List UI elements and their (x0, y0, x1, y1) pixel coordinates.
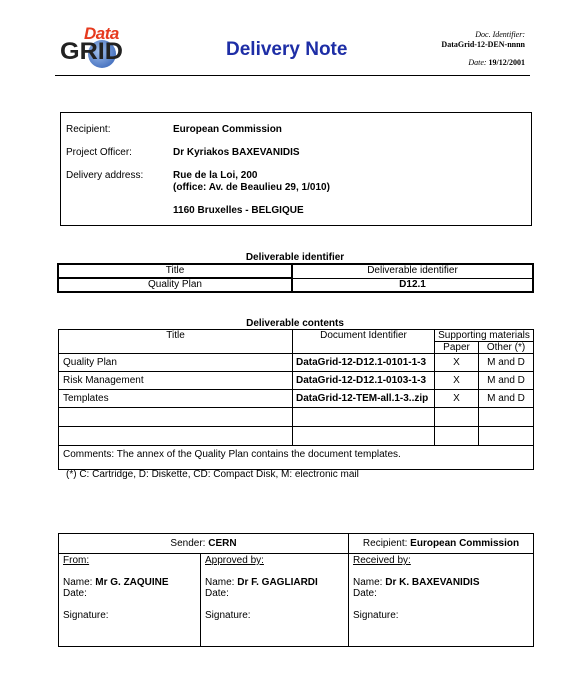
header-divider (55, 75, 530, 76)
row-other: M and D (479, 390, 534, 408)
contents-col-paper: Paper (435, 342, 479, 354)
doc-identifier-value: DataGrid-12-DEN-nnnn (441, 40, 525, 49)
logo-data-text: Data (84, 24, 119, 43)
project-officer-label: Project Officer: (66, 147, 132, 158)
received-label: Received by: (353, 555, 411, 566)
signoff-table (58, 533, 534, 647)
document-date (468, 58, 525, 67)
row-doc-id: DataGrid-12-D12.1-0103-1-3 (293, 372, 435, 390)
doc-identifier-label: Doc. Identifier: (475, 30, 525, 39)
row-title: Risk Management (59, 372, 293, 390)
from-signature-label: Signature: (63, 610, 109, 621)
table-row-empty (59, 427, 534, 446)
table-row-empty (59, 408, 534, 427)
table-row (59, 372, 534, 390)
project-officer-value: Dr Kyriakos BAXEVANIDIS (173, 147, 300, 158)
deliverable-contents-heading: Deliverable contents (246, 318, 344, 329)
deliverable-identifier-table (57, 263, 534, 293)
from-name: Mr G. ZAQUINE (95, 577, 169, 588)
from-name-label: Name: (63, 577, 96, 588)
row-title: Templates (59, 390, 293, 408)
from-cell (59, 554, 201, 647)
signoff-recipient-label: Recipient: (362, 538, 411, 549)
table-row (59, 354, 534, 372)
recipient-cell (349, 534, 534, 554)
contents-col-other: Other (*) (479, 342, 534, 354)
sender-value: CERN (208, 538, 237, 549)
date-value: 19/12/2001 (488, 58, 525, 67)
received-date-label: Date: (353, 588, 377, 599)
row-paper: X (435, 354, 479, 372)
footnote: (*) C: Cartridge, D: Diskette, CD: Compact Disk, M: electronic mail (66, 469, 359, 480)
address-line-2: (office: Av. de Beaulieu 29, 1/010) (173, 182, 330, 193)
row-paper: X (435, 390, 479, 408)
row-doc-id: DataGrid-12-TEM-all.1-3..zip (293, 390, 435, 408)
delivery-address-label: Delivery address: (66, 170, 144, 181)
logo-grid-text: GRID (60, 38, 123, 65)
sender-cell (59, 534, 349, 554)
address-line-1: Rue de la Loi, 200 (173, 170, 258, 181)
row-other: M and D (479, 372, 534, 390)
received-cell (349, 554, 534, 647)
approved-label: Approved by: (205, 555, 264, 566)
deliverable-identifier-value: D12.1 (292, 278, 533, 292)
approved-name: Dr F. GAGLIARDI (237, 577, 318, 588)
contents-col-doc-id: Document Identifier (293, 330, 435, 354)
contents-col-supporting: Supporting materials (435, 330, 534, 342)
sender-label: Sender: (170, 538, 209, 549)
deliverable-title-value: Quality Plan (58, 278, 292, 292)
recipient-label: Recipient: (66, 124, 111, 135)
row-paper: X (435, 372, 479, 390)
contents-col-title: Title (59, 330, 293, 354)
date-label: Date: (468, 58, 487, 67)
received-name: Dr K. BAXEVANIDIS (385, 577, 480, 588)
received-signature-label: Signature: (353, 610, 399, 621)
page-title: Delivery Note (226, 39, 348, 60)
row-title: Quality Plan (59, 354, 293, 372)
approved-name-label: Name: (205, 577, 238, 588)
recipient-value: European Commission (173, 124, 282, 135)
approved-date-label: Date: (205, 588, 229, 599)
from-date-label: Date: (63, 588, 87, 599)
from-label: From: (63, 555, 90, 566)
deliverable-identifier-heading: Deliverable identifier (245, 252, 345, 263)
row-doc-id: DataGrid-12-D12.1-0101-1-3 (293, 354, 435, 372)
table-row (59, 390, 534, 408)
approved-cell (201, 554, 349, 647)
row-other: M and D (479, 354, 534, 372)
datagrid-logo (60, 26, 146, 74)
signoff-recipient-value: European Commission (410, 538, 520, 549)
received-name-label: Name: (353, 577, 386, 588)
deliverable-contents-table (58, 329, 534, 470)
approved-signature-label: Signature: (205, 610, 251, 621)
col-header-identifier: Deliverable identifier (292, 264, 533, 278)
comments-cell: Comments: The annex of the Quality Plan contains the document templates. (59, 446, 534, 470)
address-line-3: 1160 Bruxelles - BELGIQUE (173, 205, 304, 216)
col-header-title: Title (58, 264, 292, 278)
